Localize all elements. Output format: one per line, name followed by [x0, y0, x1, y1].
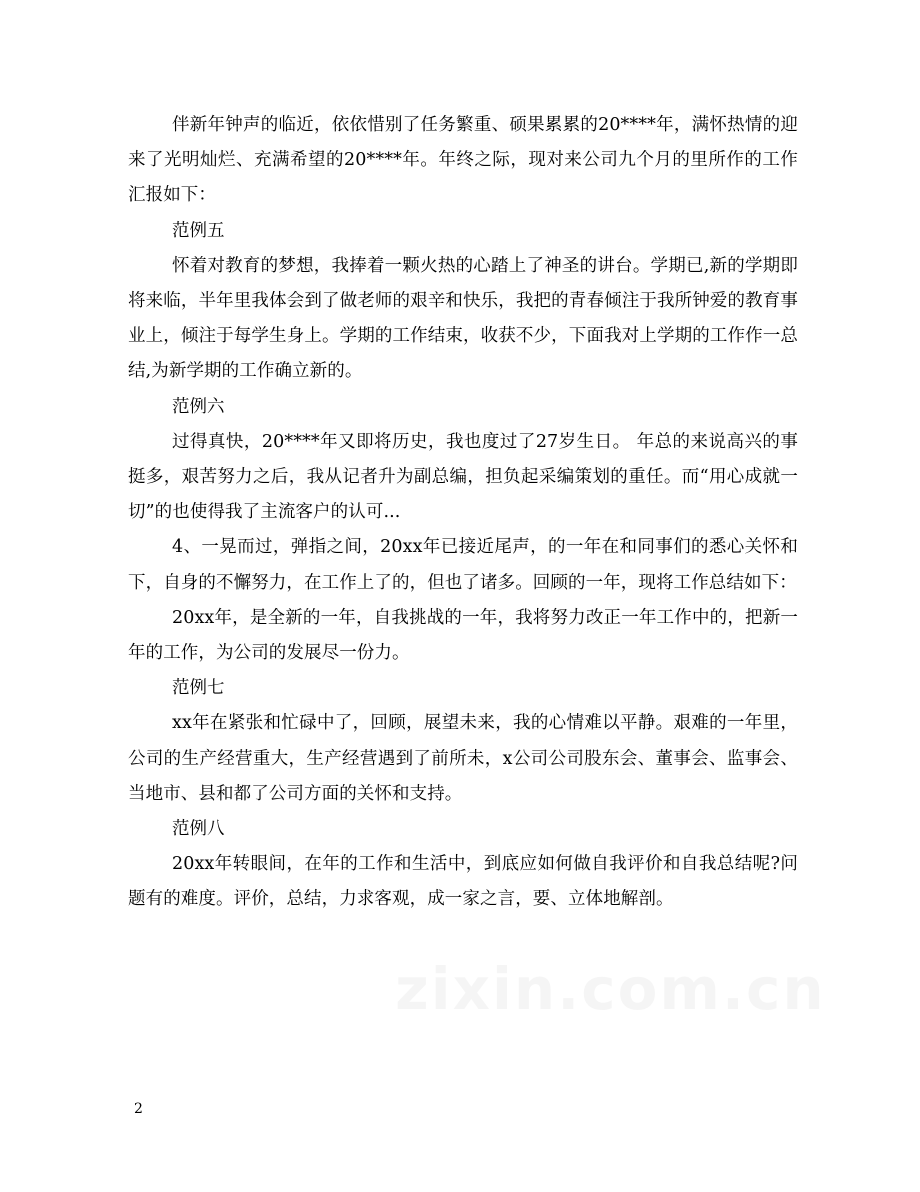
paragraph-intro: 伴新年钟声的临近，依依惜别了任务繁重、硕果累累的20****年，满怀热情的迎来了光明灿烂、充满希望的20****年。年终之际，现对来公司九个月的里所作的工作汇报如下： — [128, 115, 798, 206]
paragraph-example-5: 怀着对教育的梦想，我捧着一颗火热的心踏上了神圣的讲台。学期已,新的学期即将来临，半年里我体会到了做老师的艰辛和快乐，我把的青春倾注于我所钟爱的教育事业上，倾注于每学生身上。学期的工作结束，收获不少，下面我对上学期的工作作一总结,为新学期的工作确立新的。 — [128, 255, 798, 382]
heading-example-5: 范例五 — [172, 220, 225, 241]
paragraph-20xx: 20xx年，是全新的一年，自我挑战的一年，我将努力改正一年工作中的，把新一年的工作，为公司的发展尽一份力。 — [128, 607, 798, 664]
page-number: 2 — [134, 1101, 143, 1117]
heading-example-6: 范例六 — [172, 396, 225, 417]
heading-example-7: 范例七 — [172, 678, 225, 699]
paragraph-example-6: 过得真快，20****年又即将历史，我也度过了27岁生日。 年总的来说高兴的事挺多，艰苦努力之后，我从记者升为副总编，担负起采编策划的重任。而“用心成就一切”的也使得我了主流客户的认可... — [128, 431, 798, 523]
heading-example-8: 范例八 — [172, 819, 225, 840]
watermark — [395, 955, 826, 1023]
paragraph-example-8: 20xx年转眼间，在年的工作和生活中，到底应如何做自我评价和自我总结呢?问题有的难度。评价，总结，力求客观，成一家之言，要、立体地解剖。 — [128, 854, 798, 910]
document-body — [128, 108, 798, 918]
paragraph-item-4: 4、一晃而过，弹指之间，20xx年已接近尾声，的一年在和同事们的悉心关怀和下，自身的不懈努力，在工作上了的，但也了诸多。回顾的一年，现将工作总结如下： — [128, 537, 798, 593]
paragraph-example-7: xx年在紧张和忙碌中了，回顾，展望未来，我的心情难以平静。艰难的一年里，公司的生产经营重大，生产经营遇到了前所未，x公司公司股东会、董事会、监事会、当地市、县和都了公司方面的关怀和支持。 — [128, 713, 798, 804]
